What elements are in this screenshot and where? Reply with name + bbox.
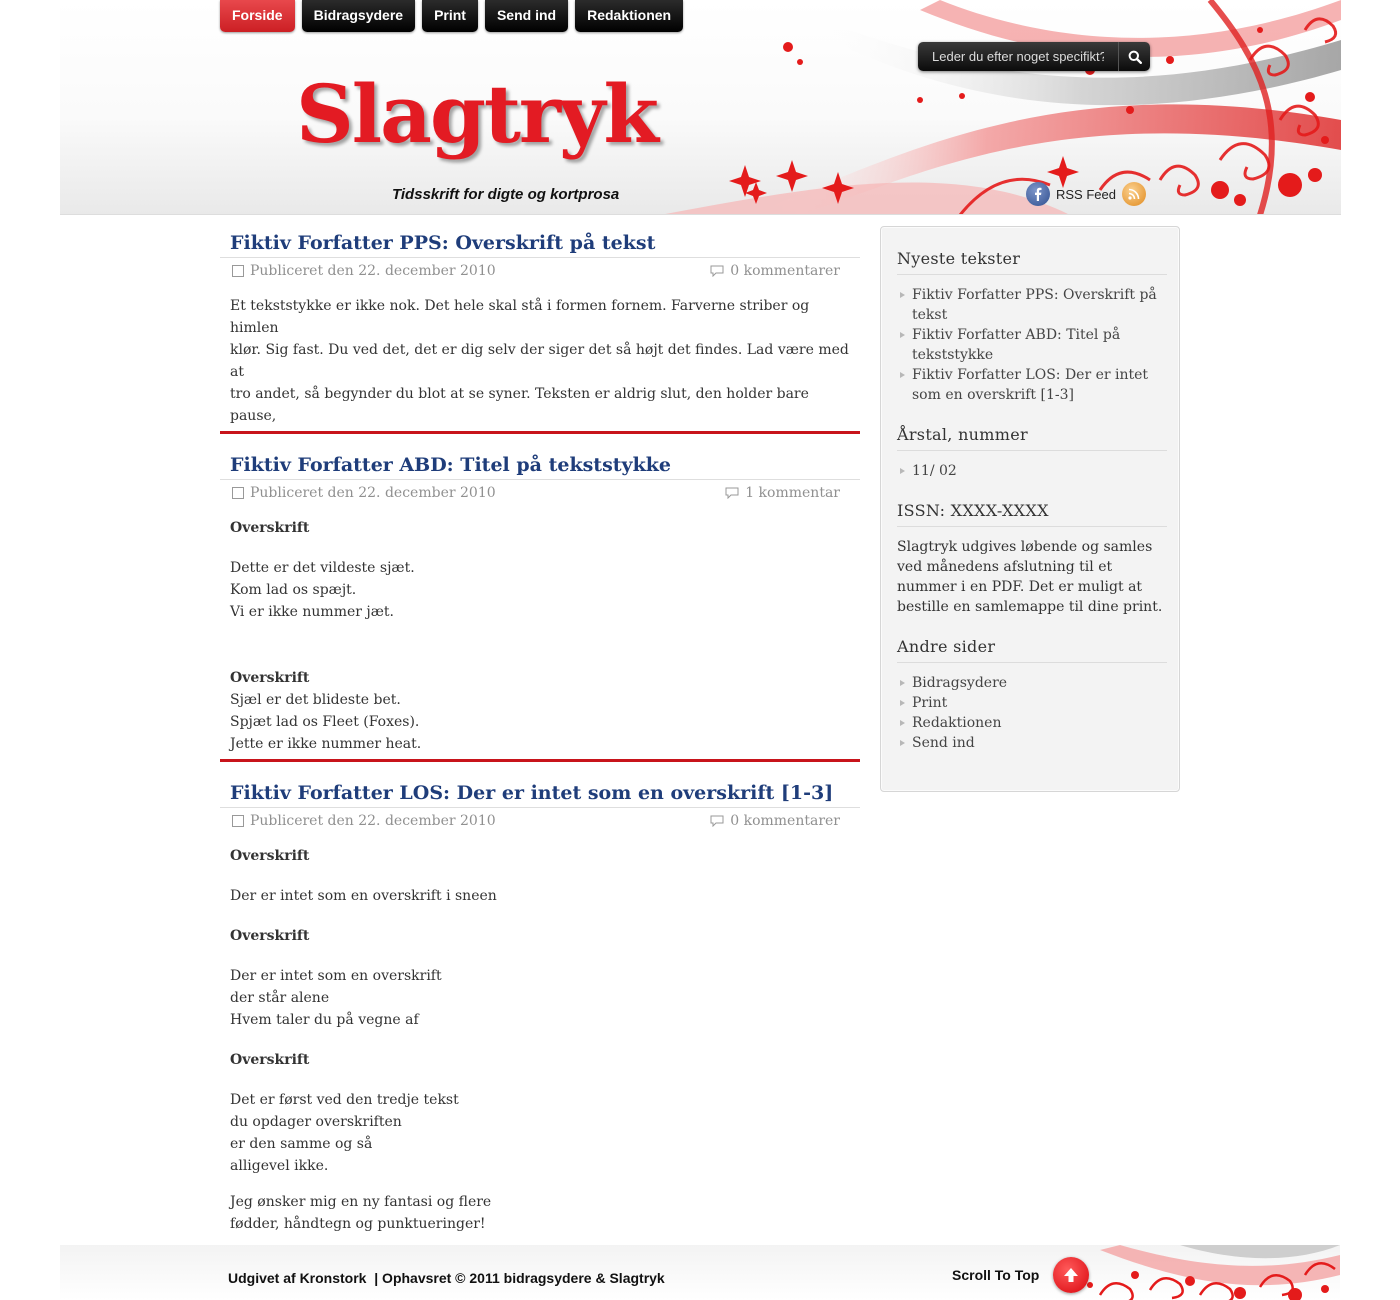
comments-count: 0 kommentarer	[730, 263, 840, 279]
post-text-line: Det er først ved den tredje tekst	[230, 1092, 459, 1108]
comment-icon	[725, 487, 739, 499]
widget-recent-posts	[897, 249, 1167, 405]
post-text-line: Dette er det vildeste sjæt.	[230, 560, 415, 576]
footer-copyright: Udgivet af Kronstork | Ophavsret © 2011 bidragsydere & Slagtryk	[228, 1270, 665, 1286]
footer	[60, 1245, 1340, 1300]
post-text-line: Der er intet som en overskrift i sneen	[230, 888, 497, 904]
comments-count: 0 kommentarer	[730, 813, 840, 829]
comment-icon	[710, 815, 724, 827]
scroll-to-top-label: Scroll To Top	[952, 1267, 1040, 1283]
post-title[interactable]: Fiktiv Forfatter ABD: Titel på tekststykke	[230, 454, 672, 476]
scroll-to-top-button[interactable]	[952, 1257, 1089, 1293]
calendar-icon	[232, 487, 244, 499]
post-text-line: Jette er ikke nummer heat.	[230, 736, 422, 752]
post-date: Publiceret den 22. december 2010	[250, 485, 496, 501]
comments-link[interactable]	[725, 485, 840, 501]
post-text-line: du opdager overskriften	[230, 1114, 402, 1130]
search-input[interactable]	[918, 42, 1118, 71]
rss-icon[interactable]	[1122, 182, 1146, 206]
post-text-line: tro andet, så begynder du blot at se syner. Teksten er aldrig slut, den holder bare pause,	[230, 386, 809, 424]
post-text-line: alligevel ikke.	[230, 1158, 329, 1174]
post-body	[220, 503, 860, 755]
site-tagline: Tidsskrift for digte og kortprosa	[392, 186, 620, 203]
post	[220, 226, 860, 458]
post-body	[220, 831, 860, 1235]
post-text-line: Et tekststykke er ikke nok. Det hele skal stå i formen fornem. Farverne striber og himlen	[230, 298, 810, 336]
post-text-line: Jeg ønsker mig en ny fantasi og flere	[230, 1194, 492, 1210]
post-subheading: Overskrift	[230, 520, 310, 536]
page-link-redaktionen[interactable]: Redaktionen	[897, 713, 1167, 733]
post-subheading: Overskrift	[230, 1052, 310, 1068]
facebook-icon[interactable]	[1026, 182, 1050, 206]
search-box	[918, 42, 1150, 71]
post-subheading: Overskrift	[230, 848, 310, 864]
widget-other-pages	[897, 637, 1167, 753]
post-text-line: klør. Sig fast. Du ved det, det er dig selv der siger det så højt det findes. Lad være med at	[230, 342, 849, 380]
nav-item-forside[interactable]: Forside	[220, 0, 295, 32]
calendar-icon	[232, 265, 244, 277]
nav-item-print[interactable]: Print	[422, 0, 478, 32]
nav-item-bidragsydere[interactable]: Bidragsydere	[302, 0, 415, 32]
social-links	[1026, 182, 1146, 206]
nav-item-send-ind[interactable]: Send ind	[485, 0, 568, 32]
post	[220, 776, 860, 1249]
post-separator	[220, 759, 860, 762]
post-separator	[220, 431, 860, 434]
post-text-line: er den samme og så	[230, 1136, 373, 1152]
page-link-send-ind[interactable]: Send ind	[897, 733, 1167, 753]
header	[60, 0, 1341, 215]
calendar-icon	[232, 815, 244, 827]
recent-post-link[interactable]: Fiktiv Forfatter ABD: Titel på tekststykke	[897, 325, 1167, 365]
post-subheading: Overskrift	[230, 928, 310, 944]
post-meta	[220, 479, 860, 503]
post-date: Publiceret den 22. december 2010	[250, 813, 496, 829]
post-text-line: Kom lad os spæjt.	[230, 582, 357, 598]
nav-item-redaktionen[interactable]: Redaktionen	[575, 0, 683, 32]
sidebar	[880, 226, 1180, 792]
post-text-line: Spjæt lad os Fleet (Foxes).	[230, 714, 420, 730]
post-text-line: Vi er ikke nummer jæt.	[230, 604, 394, 620]
archive-link[interactable]: 11/ 02	[897, 461, 1167, 481]
post-title[interactable]: Fiktiv Forfatter LOS: Der er intet som en overskrift [1-3]	[230, 782, 834, 804]
recent-post-link[interactable]: Fiktiv Forfatter PPS: Overskrift på tekst	[897, 285, 1167, 325]
issn-description: Slagtryk udgives løbende og samles ved månedens afslutning til et nummer i en PDF. Det er muligt at bestille en samlemappe til dine print.	[897, 539, 1163, 615]
post	[220, 448, 860, 786]
recent-post-link[interactable]: Fiktiv Forfatter LOS: Der er intet som en overskrift [1-3]	[897, 365, 1167, 405]
widget-title: Nyeste tekster	[897, 249, 1167, 275]
post-meta	[220, 807, 860, 831]
main-navigation	[220, 0, 683, 32]
post-text-line: der står alene	[230, 990, 330, 1006]
post-list	[220, 226, 860, 1249]
comments-count: 1 kommentar	[745, 485, 840, 501]
post-subheading: Overskrift	[230, 670, 310, 686]
post-text-line: Hvem taler du på vegne af	[230, 1012, 419, 1028]
arrow-up-icon	[1053, 1257, 1089, 1293]
post-text-line: Der er intet som en overskrift	[230, 968, 442, 984]
post-meta	[220, 257, 860, 281]
header-swirl-decoration	[60, 0, 1341, 215]
search-button[interactable]	[1118, 42, 1150, 71]
comments-link[interactable]	[710, 263, 840, 279]
comments-link[interactable]	[710, 813, 840, 829]
search-icon	[1128, 50, 1142, 64]
post-title[interactable]: Fiktiv Forfatter PPS: Overskrift på tekst	[230, 232, 656, 254]
widget-title: Årstal, nummer	[897, 425, 1167, 451]
post-body	[220, 281, 860, 427]
comment-icon	[710, 265, 724, 277]
widget-title: Andre sider	[897, 637, 1167, 663]
page-link-bidragsydere[interactable]: Bidragsydere	[897, 673, 1167, 693]
widget-issn	[897, 501, 1167, 617]
page-link-print[interactable]: Print	[897, 693, 1167, 713]
widget-title: ISSN: XXXX-XXXX	[897, 501, 1167, 527]
post-date: Publiceret den 22. december 2010	[250, 263, 496, 279]
rss-feed-link[interactable]: RSS Feed	[1056, 186, 1116, 202]
site-logo[interactable]: Slagtryk	[296, 67, 657, 161]
post-text-line: fødder, håndtegn og punktueringer!	[230, 1216, 486, 1232]
post-text-line: Sjæl er det blideste bet.	[230, 692, 401, 708]
widget-archive	[897, 425, 1167, 481]
